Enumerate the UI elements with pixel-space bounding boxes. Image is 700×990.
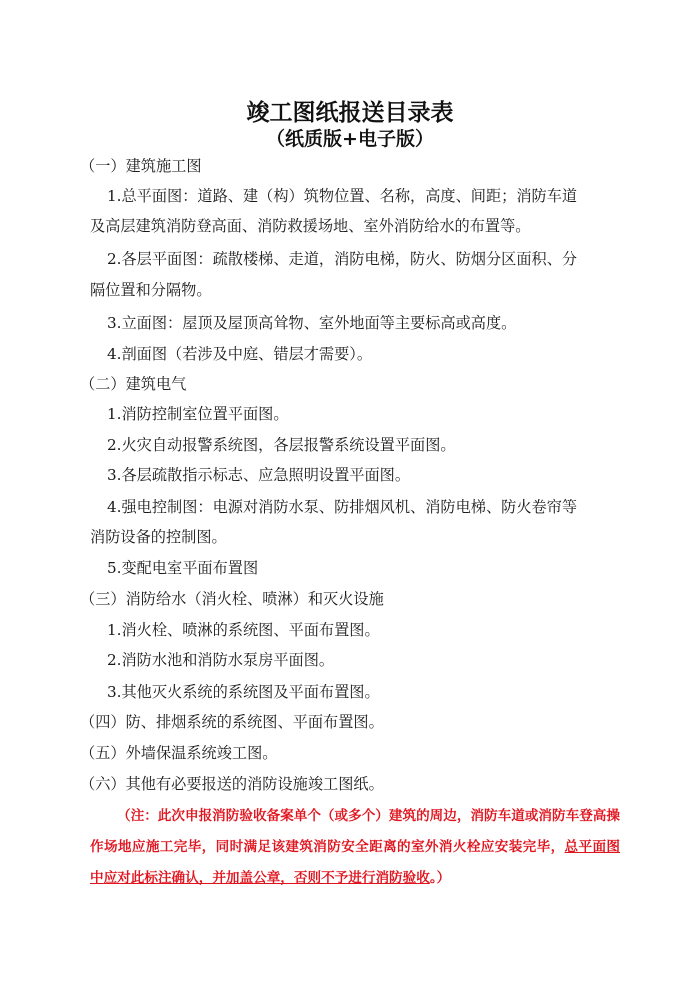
list-item-continuation: 隔位置和分隔物。 — [90, 281, 212, 299]
list-item: 5.变配电室平面布置图 — [107, 559, 259, 577]
list-item: 2.消防水池和消防水泵房平面图。 — [107, 651, 335, 669]
list-item: 1.消防控制室位置平面图。 — [107, 405, 289, 423]
list-item-continuation: 及高层建筑消防登高面、消防救援场地、室外消防给水的布置等。 — [90, 217, 531, 235]
section-heading-other: （六）其他有必要报送的消防设施竣工图纸。 — [80, 775, 384, 793]
list-item: 4.强电控制图：电源对消防水泵、防排烟风机、消防电梯、防火卷帘等 — [107, 498, 578, 516]
section-heading-architecture: （一）建筑施工图 — [80, 157, 202, 175]
section-heading-water: （三）消防给水（消火栓、喷淋）和灭火设施 — [80, 590, 384, 608]
list-item-continuation: 消防设备的控制图。 — [90, 528, 227, 546]
section-heading-insulation: （五）外墙保温系统竣工图。 — [80, 744, 278, 762]
list-item: 2.各层平面图：疏散楼梯、走道，消防电梯，防火、防烟分区面积、分 — [107, 250, 578, 268]
list-item: 3.其他灭火系统的系统图及平面布置图。 — [107, 683, 380, 701]
red-note — [90, 801, 620, 894]
list-item: 3.各层疏散指示标志、应急照明设置平面图。 — [107, 466, 411, 484]
document-subtitle: （纸质版+电子版） — [266, 128, 434, 150]
note-text-end: 。） — [429, 870, 451, 886]
list-item: 1.消火栓、喷淋的系统图、平面布置图。 — [107, 621, 380, 639]
document-title: 竣工图纸报送目录表 — [246, 100, 454, 126]
section-heading-smoke: （四）防、排烟系统的系统图、平面布置图。 — [80, 713, 384, 731]
section-heading-electrical: （二）建筑电气 — [80, 375, 187, 393]
list-item: 3.立面图：屋顶及屋顶高耸物、室外地面等主要标高或高度。 — [107, 314, 517, 332]
list-item: 4.剖面图（若涉及中庭、错层才需要）。 — [107, 345, 373, 363]
note-underlined-text: 总平面图中应对此标注确认，并加盖公章，否则不予进行消防验收 — [90, 839, 621, 886]
note-text: （注：此次申报消防验收备案单个（或多个）建筑的周边，消防车道或消防车登高操作场地应施工完毕，同时满足该建筑消防安全距离的室外消火栓应安装完毕， — [90, 808, 620, 855]
list-item: 1.总平面图：道路、建（构）筑物位置、名称，高度、间距；消防车道 — [107, 187, 578, 205]
list-item: 2.火灾自动报警系统图，各层报警系统设置平面图。 — [107, 436, 456, 454]
